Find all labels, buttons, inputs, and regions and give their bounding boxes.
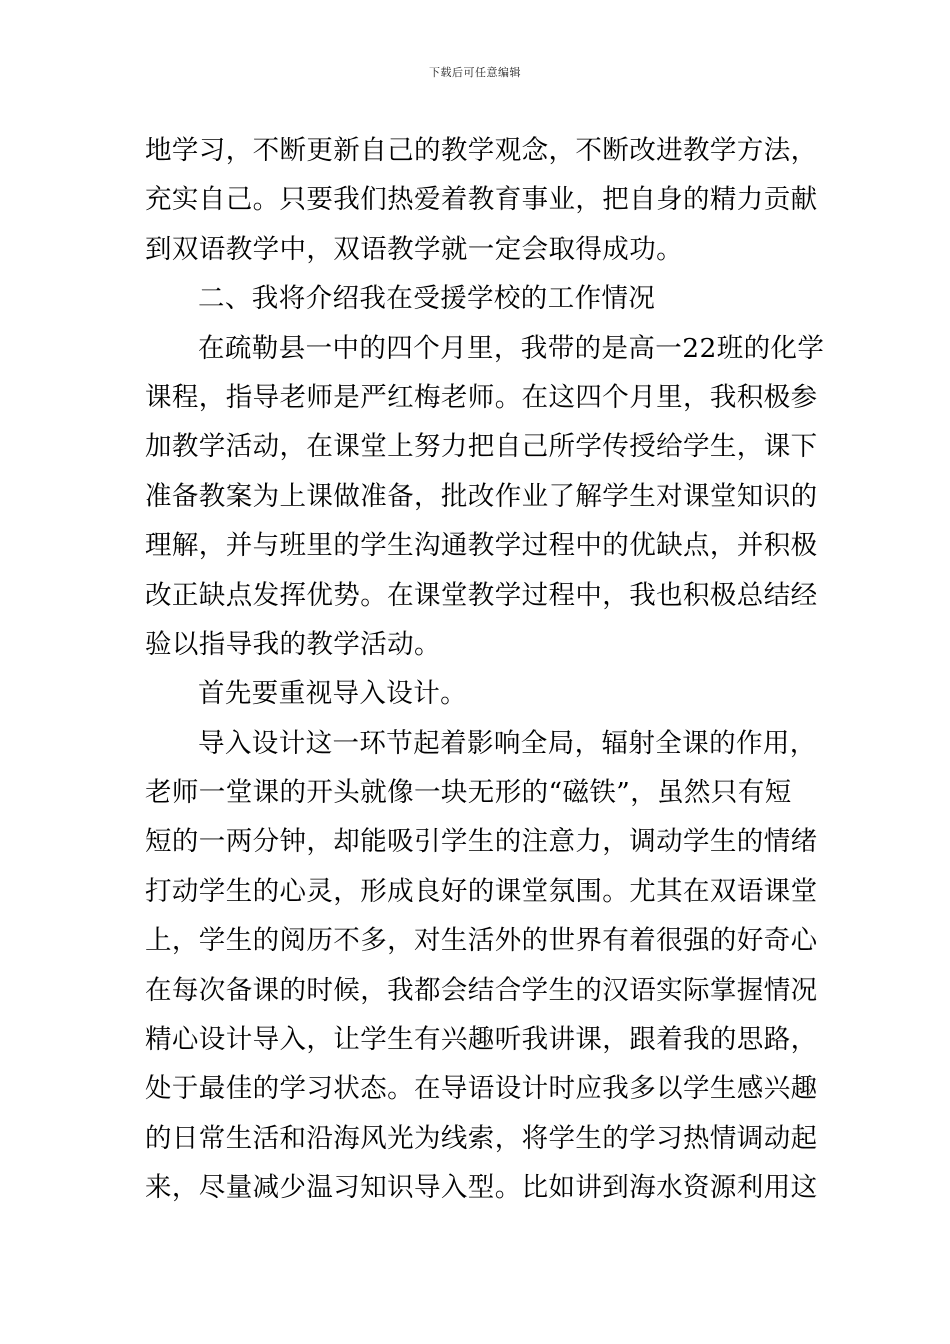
text-line: 理解，并与班里的学生沟通教学过程中的优缺点，并积极 <box>145 530 818 562</box>
text-line: 课程，指导老师是严红梅老师。在这四个月里，我积极参 <box>145 381 818 413</box>
text-line: 的日常生活和沿海风光为线索，将学生的学习热情调动起 <box>145 1122 818 1154</box>
text-line: 老师一堂课的开头就像一块无形的“磁铁”，虽然只有短 <box>145 777 792 809</box>
page-header: 下载后可任意编辑 <box>429 66 521 79</box>
text-line: 打动学生的心灵，形成良好的课堂氛围。尤其在双语课堂 <box>145 875 818 907</box>
text-line: 处于最佳的学习状态。在导语设计时应我多以学生感兴趣 <box>145 1073 818 1105</box>
text-line: 在疏勒县一中的四个月里，我带的是高一22班的化学 <box>198 332 825 364</box>
text-line: 到双语教学中，双语教学就一定会取得成功。 <box>145 233 683 265</box>
text-line: 二、我将介绍我在受援学校的工作情况 <box>198 283 656 315</box>
text-line: 精心设计导入，让学生有兴趣听我讲课，跟着我的思路， <box>145 1024 818 1056</box>
document-body <box>145 126 825 1213</box>
text-line: 来，尽量减少温习知识导入型。比如讲到海水资源利用这 <box>145 1172 818 1204</box>
text-line: 准备教案为上课做准备，批改作业了解学生对课堂知识的 <box>145 480 818 512</box>
text-line: 加教学活动，在课堂上努力把自己所学传授给学生，课下 <box>145 431 818 463</box>
text-line: 上，学生的阅历不多，对生活外的世界有着很强的好奇心 <box>145 925 818 957</box>
text-line: 地学习，不断更新自己的教学观念，不断改进教学方法， <box>145 135 818 166</box>
text-line: 导入设计这一环节起着影响全局，辐射全课的作用， <box>198 727 817 759</box>
text-line: 在每次备课的时候，我都会结合学生的汉语实际掌握情况 <box>145 974 818 1006</box>
text-line: 首先要重视导入设计。 <box>198 678 467 710</box>
text-line: 验以指导我的教学活动。 <box>145 628 441 660</box>
text-line: 短的一两分钟，却能吸引学生的注意力，调动学生的情绪 <box>145 826 818 858</box>
text-line: 充实自己。只要我们热爱着教育事业，把自身的精力贡献 <box>145 184 818 216</box>
text-line: 改正缺点发挥优势。在课堂教学过程中，我也积极总结经 <box>145 579 818 611</box>
